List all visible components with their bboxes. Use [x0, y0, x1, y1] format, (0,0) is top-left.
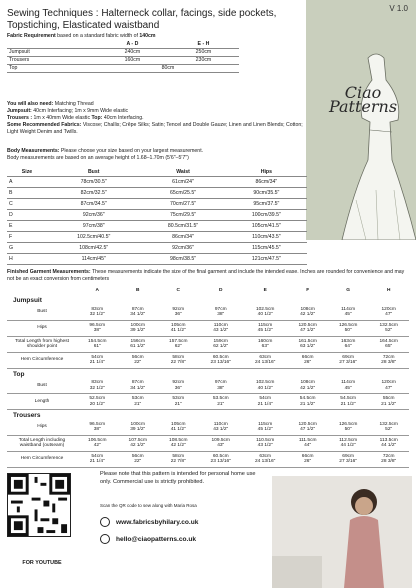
table-row: Hips 96.5cm 38" 100cm 39 1/2" 105cm 41 1/2" 110cm 43 1/2" 115cm 45 1/2" 120.5cm 47 1/2" 126.5cm 50" 132.5cm 52": [7, 420, 409, 436]
finished-garment-table: A B C D E F G H Jumpsuit Bust 83cm 32 1/2" 87cm 34 1/2" 92cm 36" 97cm 38" 102.5cm 40 1/2" 108cm 42 1/2" 114cm 45" 120cm 47" Hips 96.5cm 38" 100cm 39 1/2" 105cm 41 1/2" 110cm 43 1/2" 115cm 45 1/2" 120.5cm 47 1/2" 126.5cm 50" 132.5cm 52" Total Length from highest shoulder point 154.5cm 61" 156cm 61 1/2" 157.5cm 62" 159cm 62 1/2" 160cm 63" 161.5cm 63 1/2" 163cm 64" 164.5cm 65" Hem Circumference 54cm 21 1/4" 56cm 22" 58cm 22 7/8" 60.5cm 23 13/16" 63cm 24 13/16" 66cm 26" 69cm 27 3/16" 72cm 28 3/8" Top Bust 83cm 32 1/2" 87cm 34 1/2" 92cm 36" 97cm 38" 102.5cm 40 1/2" 108cm 42 1/2" 114cm 45" 120cm 47" Length 52.5cm 20 1/2" 53cm 21" 53cm 21" 53.5cm 21" 54cm 21 1/4" 54.5cm 21 1/2" 54.5cm 21 1/2" 55cm 21 1/2" Trousers Hips 96.5cm 38" 100cm 39 1/2" 105cm 41 1/2" 110cm 43 1/2" 115cm 45 1/2" 120.5cm 47 1/2" 126.5cm 50" 132.5cm 52" Total Length including waistband (outseam) 106.5cm 42" 107.5cm 42 1/2" 108.5cm 42 1/2" 109.5cm 43" 110.5cm 43 1/2" 111.5cm 44" 112.5cm 44 1/2" 113.5cm 44 1/2" Hem Circumference 54cm 21 1/4" 56cm 22" 58cm 22 7/8" 60.5cm 23 13/16" 63cm 24 13/16" 66cm 26" 69cm 27 3/16" 72cm 28 3/8": [7, 286, 409, 468]
table-row: A 78cm/30.5" 61cm/24" 86cm/34": [7, 176, 307, 187]
table-row: Hem Circumference 54cm 21 1/4" 56cm 22" 58cm 22 7/8" 60.5cm 23 13/16" 63cm 24 13/16" 66cm 26" 69cm 27 3/16" 72cm 28 3/8": [7, 352, 409, 368]
table-row: Trousers 160cm 230cm: [7, 56, 239, 64]
requirements-notes: You will also need: Matching Thread Jumpsuit: 40cm Interfacing; 1m x 9mm Wide elastic Trousers : 1m x 40mm Wide elastic Top: 40cm Interfacing. Some Recommended Fabrics: Viscose; Challis; Crêpe Silks; Satin; Tencel and Double Gauze; Linen and Linen Blends; Cotton; Light Weight Denim and Twills.: [7, 101, 303, 135]
qr-caption: FOR YOUTUBE: [22, 560, 62, 566]
section-heading: Jumpsuit: [13, 297, 42, 304]
table-row: Length 52.5cm 20 1/2" 53cm 21" 53cm 21" 53.5cm 21" 54cm 21 1/4" 54.5cm 21 1/2" 54.5cm 21 1/2" 55cm 21 1/2": [7, 394, 409, 410]
usage-notice: Please note that this pattern is intended for personal home use only. Commercial use is strictly prohibited.: [100, 471, 256, 485]
section-heading: Top: [13, 370, 25, 378]
table-row: E 97cm/38" 80.5cm/31.5" 105cm/41.5": [7, 220, 307, 231]
table-row: Top 80cm: [7, 64, 239, 72]
table-row: Total Length including waistband (outseam) 106.5cm 42" 107.5cm 42 1/2" 108.5cm 42 1/2" 109.5cm 43" 110.5cm 43 1/2" 111.5cm 44" 112.5cm 44 1/2" 113.5cm 44 1/2": [7, 435, 409, 451]
qr-code-icon: [8, 474, 70, 536]
brand-logo: Ciao Patterns: [328, 83, 398, 116]
page-title: Sewing Techniques : Halterneck collar, facings, side pockets, Topstiching, Elasticated waistband: [7, 8, 277, 31]
version-label: V 1.0: [389, 4, 408, 13]
table-row: Bust 83cm 32 1/2" 87cm 34 1/2" 92cm 36" 97cm 38" 102.5cm 40 1/2" 108cm 42 1/2" 114cm 45" 120cm 47": [7, 305, 409, 321]
email-link[interactable]: hello@ciaopatterns.co.uk: [100, 534, 196, 544]
table-row: F 102.5cm/40.5" 86cm/34" 110cm/43.5": [7, 231, 307, 242]
table-row: Jumpsuit 240cm 250cm: [7, 48, 239, 56]
table-row: D 92cm/36" 75cm/29.5" 100cm/39.5": [7, 209, 307, 220]
fabric-table: A - D E - H Jumpsuit 240cm 250cm Trousers 160cm 230cm Top 80cm: [7, 40, 239, 73]
website-link[interactable]: www.fabricsbyhilary.co.uk: [100, 517, 198, 527]
scan-instruction: Scan the QR code to sew along with Maria Rosa: [100, 503, 197, 508]
table-row: Hem Circumference 54cm 21 1/4" 56cm 22" 58cm 22 7/8" 60.5cm 23 13/16" 63cm 24 13/16" 66cm 26" 69cm 27 3/16" 72cm 28 3/8": [7, 451, 409, 467]
table-row: C 87cm/34.5" 70cm/27.5" 95cm/37.5": [7, 198, 307, 209]
finished-garment-intro: Finished Garment Measurements: These measurements indicate the size of the final garment and include the intended ease. Inches are rounded for convenience and may not be an exact conversion from centimeters: [7, 269, 405, 282]
table-row: G 108cm/42.5" 92cm/36" 115cm/45.5": [7, 242, 307, 253]
mail-icon: [100, 534, 110, 544]
model-photo-image: [272, 476, 412, 588]
section-heading: Trousers: [13, 412, 41, 419]
table-row: B 82cm/32.5" 65cm/25.5" 90cm/35.5": [7, 187, 307, 198]
dress-illustration: [306, 40, 416, 240]
qr-code[interactable]: [7, 473, 71, 537]
body-measurements-intro: Body Measurements: Please choose your size based on your largest measurement. Body measurements are based on an average height of 1.68–1.70m (5'6"–5'7"): [7, 148, 204, 161]
header-banner: [306, 0, 416, 240]
table-row: Bust 83cm 32 1/2" 87cm 34 1/2" 92cm 36" 97cm 38" 102.5cm 40 1/2" 108cm 42 1/2" 114cm 45" 120cm 47": [7, 378, 409, 394]
fabric-requirement-line: Fabric Requirement based on a standard fabric width of 140cm: [7, 33, 156, 39]
globe-icon: [100, 517, 110, 527]
model-photo: [272, 476, 412, 588]
table-row: Total Length from highest shoulder point 154.5cm 61" 156cm 61 1/2" 157.5cm 62" 159cm 62 1/2" 160cm 63" 161.5cm 63 1/2" 163cm 64" 164.5cm 65": [7, 336, 409, 352]
table-row: Hips 96.5cm 38" 100cm 39 1/2" 105cm 41 1/2" 110cm 43 1/2" 115cm 45 1/2" 120.5cm 47 1/2" 126.5cm 50" 132.5cm 52": [7, 320, 409, 336]
table-row: H 114cm/45" 98cm/38.5" 121cm/47.5": [7, 253, 307, 264]
body-measurements-table: Size Bust Waist Hips A 78cm/30.5" 61cm/24" 86cm/34" B 82cm/32.5" 65cm/25.5" 90cm/35.5" C 87cm/34.5" 70cm/27.5" 95cm/37.5" D 92cm/36" 75cm/29.5" 100cm/39.5" E 97cm/38" 80.5cm/31.5" 105cm/41.5" F 102.5cm/40.5" 86cm/34" 110cm/43.5" G 108cm/42.5" 92cm/36" 115cm/45.5" H 114cm/45" 98cm/38.5" 121cm/47.5": [7, 168, 307, 265]
